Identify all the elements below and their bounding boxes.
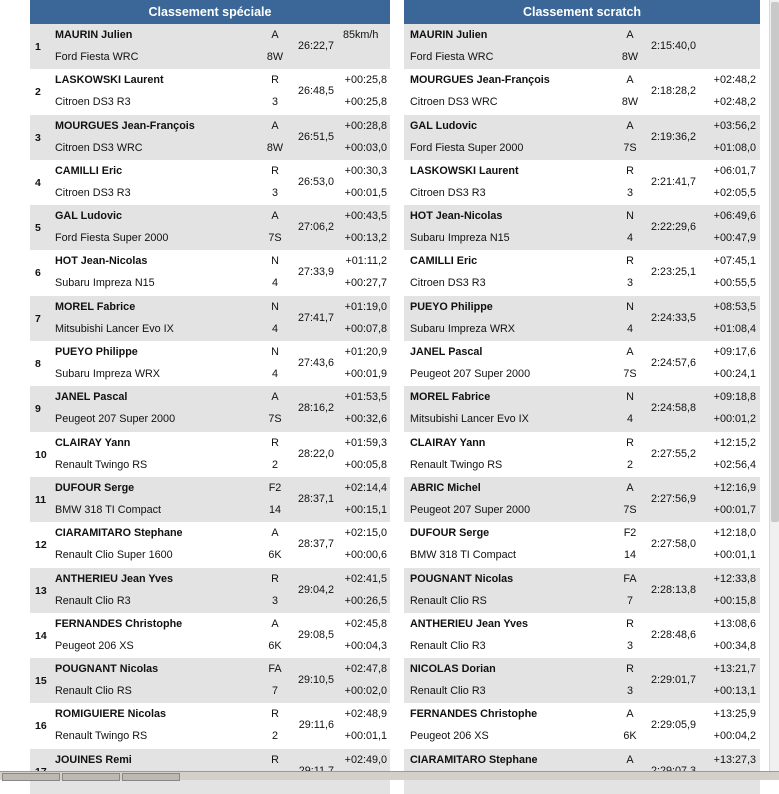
gap-to-previous: +00:07,8 (344, 322, 387, 335)
stage-time: 29:10,5 (297, 674, 334, 687)
driver-name: CAMILLI Eric (55, 164, 123, 177)
stage-time: 2:24:33,5 (650, 311, 696, 324)
gap-to-leader: +12:15,2 (713, 436, 756, 449)
car-group: A (626, 481, 634, 494)
result-row (404, 613, 760, 658)
gap-to-leader: +02:48,2 (713, 74, 756, 87)
car-group: A (626, 708, 634, 721)
driver-name: JOUINES Remi (55, 753, 132, 766)
car-model: Ford Fiesta WRC (55, 51, 139, 63)
gap-to-previous: +00:05,8 (344, 458, 387, 471)
stage-time: 2:15:40,0 (650, 40, 696, 52)
result-row (30, 24, 390, 69)
stage-time: 27:41,7 (297, 311, 334, 324)
gap-to-leader: +00:43,5 (344, 210, 387, 223)
result-row (30, 658, 390, 703)
car-group: A (271, 391, 279, 404)
position-number: 6 (35, 267, 41, 280)
car-class: 4 (626, 322, 633, 335)
gap-to-leader: +09:17,6 (713, 346, 756, 359)
overall-standings-rows (404, 24, 760, 794)
car-model: Subaru Impreza N15 (410, 232, 510, 245)
car-group: R (626, 255, 634, 268)
gap-to-previous: +00:34,8 (713, 639, 756, 652)
driver-name: FERNANDES Christophe (410, 708, 538, 721)
car-group: R (271, 436, 279, 449)
car-model: BMW 318 TI Compact (410, 549, 517, 562)
average-speed: 85km/h (343, 29, 379, 41)
car-class: 2 (271, 730, 278, 743)
car-model: Renault Twingo RS (410, 458, 503, 471)
overall-standings-panel (404, 0, 760, 794)
position-number: 4 (35, 176, 41, 189)
stage-time: 26:51,5 (297, 130, 334, 143)
position-number: 12 (35, 539, 47, 552)
car-class: 3 (271, 96, 278, 109)
result-row (30, 69, 390, 114)
car-class: 8W (266, 141, 284, 154)
car-group: A (626, 74, 634, 87)
gap-to-previous: +00:01,9 (344, 368, 387, 381)
result-row (30, 568, 390, 613)
car-group: A (626, 753, 634, 766)
scrollbar-thumb[interactable] (771, 2, 779, 522)
stage-time: 2:21:41,7 (650, 175, 696, 188)
stage-time: 2:24:57,6 (650, 357, 696, 370)
driver-name: HOT Jean-Nicolas (410, 210, 503, 223)
gap-to-leader: +06:01,7 (713, 164, 756, 177)
gap-to-previous: +00:32,6 (344, 413, 387, 426)
gap-to-previous: +00:15,8 (713, 594, 756, 607)
car-group: N (271, 300, 279, 313)
car-model: Peugeot 207 Super 2000 (410, 368, 531, 381)
car-model: Mitsubishi Lancer Evo IX (55, 322, 174, 335)
taskbar-button[interactable] (122, 773, 180, 781)
gap-to-previous: +02:56,4 (713, 458, 756, 471)
result-row (404, 432, 760, 477)
car-model: Renault Clio RS (410, 594, 487, 607)
stage-time: 2:29:05,9 (650, 719, 696, 732)
car-group: A (271, 29, 279, 41)
gap-to-leader: +13:21,7 (713, 663, 756, 676)
car-group: R (271, 753, 279, 766)
stage-time: 26:53,0 (297, 175, 334, 188)
result-row (404, 24, 760, 69)
result-row (30, 477, 390, 522)
stage-time: 27:06,2 (297, 221, 334, 234)
car-class: 14 (268, 503, 281, 516)
gap-to-previous: +00:04,2 (713, 730, 756, 743)
car-group: A (271, 527, 279, 540)
stage-time: 27:33,9 (297, 266, 334, 279)
car-class: 2 (626, 458, 633, 471)
car-model: Renault Twingo RS (55, 730, 148, 743)
car-class: 4 (271, 277, 278, 290)
car-class: 4 (271, 368, 278, 381)
stage-time: 29:11,6 (298, 719, 334, 732)
driver-name: ROMIGUIERE Nicolas (55, 708, 166, 721)
stage-time: 2:18:28,2 (650, 85, 696, 98)
special-stage-rows (30, 24, 390, 794)
car-class: 3 (626, 186, 633, 199)
gap-to-previous: +00:27,7 (344, 277, 387, 290)
car-model: Subaru Impreza WRX (410, 322, 516, 335)
driver-name: POUGNANT Nicolas (410, 572, 514, 585)
stage-time: 29:04,2 (297, 583, 334, 596)
driver-name: DUFOUR Serge (55, 481, 135, 494)
result-row (404, 341, 760, 386)
gap-to-leader: +01:11,2 (345, 255, 387, 268)
car-model: Ford Fiesta WRC (410, 51, 494, 63)
car-class: 3 (271, 594, 278, 607)
stage-time: 27:43,6 (297, 357, 334, 370)
car-model: Subaru Impreza N15 (55, 277, 155, 290)
driver-name: MAURIN Julien (410, 29, 488, 41)
gap-to-leader: +01:59,3 (344, 436, 387, 449)
gap-to-leader: +13:25,9 (713, 708, 756, 721)
car-group: FA (268, 663, 282, 676)
gap-to-leader: +02:15,0 (344, 527, 387, 540)
gap-to-leader: +02:47,8 (344, 663, 387, 676)
car-group: A (271, 210, 279, 223)
car-group: N (626, 210, 634, 223)
car-class: 7S (268, 413, 282, 426)
gap-to-previous: +00:01,2 (713, 413, 756, 426)
car-group: R (271, 708, 279, 721)
stage-time: 28:37,1 (297, 492, 334, 505)
car-class: 7S (623, 503, 637, 516)
stage-time: 2:22:29,6 (650, 221, 696, 234)
driver-name: GAL Ludovic (410, 119, 477, 132)
driver-name: HOT Jean-Nicolas (55, 255, 148, 268)
car-group: A (626, 119, 634, 132)
car-model: Ford Fiesta Super 2000 (410, 141, 524, 154)
gap-to-previous: +00:01,1 (713, 549, 756, 562)
gap-to-previous: +01:08,4 (713, 322, 756, 335)
result-row (404, 568, 760, 613)
stage-time: 2:28:13,8 (650, 583, 696, 596)
car-model: Citroen DS3 WRC (55, 141, 143, 154)
driver-name: PUEYO Philippe (410, 300, 493, 313)
gap-to-previous: +00:01,5 (344, 186, 387, 199)
result-row (404, 658, 760, 703)
gap-to-previous: +00:15,1 (344, 503, 387, 516)
position-number: 8 (35, 358, 41, 371)
car-model: Renault Clio Super 1600 (55, 549, 173, 562)
result-row (404, 296, 760, 341)
gap-to-leader: +02:49,0 (344, 753, 387, 766)
overall-standings-title: Classement scratch (404, 0, 760, 24)
car-model: Citroen DS3 R3 (55, 186, 131, 199)
car-model: Subaru Impreza WRX (55, 368, 161, 381)
car-class: 6K (268, 549, 282, 562)
car-class: 7S (623, 141, 637, 154)
position-number: 14 (35, 629, 47, 642)
result-row (404, 115, 760, 160)
driver-name: GAL Ludovic (55, 210, 122, 223)
car-group: R (626, 164, 634, 177)
gap-to-leader: +01:20,9 (344, 346, 387, 359)
gap-to-previous: +00:25,8 (344, 96, 387, 109)
position-number: 16 (35, 720, 47, 733)
car-group: R (271, 572, 279, 585)
taskbar-button[interactable] (62, 773, 120, 781)
gap-to-leader: +02:41,5 (344, 572, 387, 585)
car-group: F2 (268, 481, 282, 494)
gap-to-previous: +00:24,1 (713, 368, 756, 381)
gap-to-leader: +13:08,6 (713, 617, 756, 630)
driver-name: ANTHERIEU Jean Yves (410, 617, 529, 630)
car-group: A (271, 617, 279, 630)
driver-name: CLAIRAY Yann (410, 436, 486, 449)
driver-name: PUEYO Philippe (55, 346, 138, 359)
taskbar-start-button[interactable] (2, 773, 60, 781)
result-row (30, 205, 390, 250)
car-class: 4 (626, 413, 633, 426)
gap-to-previous: +00:47,9 (713, 232, 756, 245)
gap-to-previous: +00:03,0 (344, 141, 387, 154)
gap-to-previous: +00:13,2 (344, 232, 387, 245)
car-model: Renault Clio RS (55, 685, 132, 698)
position-number: 13 (35, 584, 47, 597)
car-group: R (626, 436, 634, 449)
car-class: 3 (626, 277, 633, 290)
car-class: 6K (268, 639, 282, 652)
car-model: BMW 318 TI Compact (55, 503, 162, 516)
car-model: Renault Clio R3 (410, 685, 486, 698)
gap-to-leader: +07:45,1 (713, 255, 756, 268)
stage-time: 2:27:58,0 (650, 538, 696, 551)
car-group: N (626, 300, 634, 313)
driver-name: CLAIRAY Yann (55, 436, 131, 449)
result-row (404, 250, 760, 295)
car-class: 8W (266, 51, 284, 63)
car-model: Citroen DS3 R3 (410, 186, 486, 199)
gap-to-leader: +00:28,8 (344, 119, 387, 132)
car-class: 4 (271, 322, 278, 335)
position-number: 3 (35, 131, 41, 144)
car-model: Peugeot 207 Super 2000 (410, 503, 531, 516)
result-row (404, 160, 760, 205)
stage-time: 28:37,7 (297, 538, 334, 551)
position-number: 7 (35, 312, 41, 325)
car-class: 3 (626, 685, 633, 698)
car-class: 7S (623, 368, 637, 381)
driver-name: ABRIC Michel (410, 481, 481, 494)
result-row (404, 522, 760, 567)
gap-to-leader: +08:53,5 (713, 300, 756, 313)
position-number: 9 (35, 403, 41, 416)
car-group: A (271, 119, 279, 132)
gap-to-previous: +00:02,0 (344, 685, 387, 698)
gap-to-previous: +00:04,3 (344, 639, 387, 652)
gap-to-previous: +00:01,7 (713, 503, 756, 516)
car-model: Citroen DS3 R3 (410, 277, 486, 290)
car-group: R (626, 663, 634, 676)
gap-to-leader: +09:18,8 (713, 391, 756, 404)
stage-time: 2:19:36,2 (650, 130, 696, 143)
position-number: 5 (35, 222, 41, 235)
result-row (404, 703, 760, 748)
car-class: 7 (626, 594, 633, 607)
car-group: R (271, 164, 279, 177)
special-stage-title: Classement spéciale (30, 0, 390, 24)
car-model: Peugeot 206 XS (55, 639, 134, 652)
position-number: 2 (35, 86, 41, 99)
stage-time: 29:08,5 (297, 628, 334, 641)
driver-name: ANTHERIEU Jean Yves (55, 572, 174, 585)
driver-name: MAURIN Julien (55, 29, 133, 41)
result-row (30, 522, 390, 567)
driver-name: CIARAMITARO Stephane (55, 527, 183, 540)
gap-to-leader: +02:48,9 (344, 708, 387, 721)
result-row (30, 296, 390, 341)
gap-to-previous: +00:01,1 (344, 730, 387, 743)
car-class: 7 (271, 685, 278, 698)
car-class: 4 (626, 232, 633, 245)
car-class: 7S (268, 232, 282, 245)
car-model: Mitsubishi Lancer Evo IX (410, 413, 529, 426)
car-model: Renault Clio R3 (410, 639, 486, 652)
gap-to-leader: +01:53,5 (344, 391, 387, 404)
gap-to-leader: +00:25,8 (344, 74, 387, 87)
result-row (404, 205, 760, 250)
driver-name: DUFOUR Serge (410, 527, 490, 540)
result-row (404, 386, 760, 431)
car-group: R (626, 617, 634, 630)
stage-time: 2:24:58,8 (650, 402, 696, 415)
result-row (30, 341, 390, 386)
position-number: 1 (35, 41, 41, 53)
driver-name: POUGNANT Nicolas (55, 663, 159, 676)
result-row (30, 115, 390, 160)
gap-to-leader: +03:56,2 (713, 119, 756, 132)
gap-to-previous: +02:48,2 (713, 96, 756, 109)
car-class: 3 (626, 639, 633, 652)
result-row (404, 69, 760, 114)
car-model: Renault Twingo RS (55, 458, 148, 471)
car-group: N (271, 346, 279, 359)
driver-name: LASKOWSKI Laurent (55, 74, 164, 87)
car-model: Peugeot 207 Super 2000 (55, 413, 176, 426)
gap-to-leader: +02:45,8 (344, 617, 387, 630)
stage-time: 2:29:01,7 (650, 674, 696, 687)
car-group: R (271, 74, 279, 87)
position-number: 10 (35, 448, 47, 461)
stage-time: 26:22,7 (297, 40, 334, 52)
car-class: 3 (271, 186, 278, 199)
gap-to-leader: +12:16,9 (713, 481, 756, 494)
car-group: A (626, 346, 634, 359)
gap-to-previous: +01:08,0 (713, 141, 756, 154)
result-row (30, 160, 390, 205)
driver-name: JANEL Pascal (55, 391, 128, 404)
stage-time: 26:48,5 (297, 85, 334, 98)
gap-to-previous: +00:55,5 (713, 277, 756, 290)
driver-name: MOURGUES Jean-François (55, 119, 195, 132)
driver-name: NICOLAS Dorian (410, 663, 496, 676)
position-number: 15 (35, 675, 47, 688)
gap-to-previous: +02:05,5 (713, 186, 756, 199)
stage-time: 28:22,0 (297, 447, 334, 460)
car-class: 14 (623, 549, 636, 562)
driver-name: JANEL Pascal (410, 346, 483, 359)
stage-time: 2:28:48,6 (650, 628, 696, 641)
car-model: Peugeot 206 XS (410, 730, 489, 743)
driver-name: LASKOWSKI Laurent (410, 164, 519, 177)
gap-to-previous: +00:26,5 (344, 594, 387, 607)
gap-to-leader: +00:30,3 (344, 164, 387, 177)
car-model: Renault Clio R3 (55, 594, 131, 607)
stage-time: 2:23:25,1 (650, 266, 696, 279)
gap-to-leader: +12:18,0 (713, 527, 756, 540)
car-class: 2 (271, 458, 278, 471)
driver-name: MOURGUES Jean-François (410, 74, 550, 87)
driver-name: MOREL Fabrice (55, 300, 136, 313)
car-group: N (626, 391, 634, 404)
gap-to-previous: +00:00,6 (344, 549, 387, 562)
position-number: 11 (35, 493, 47, 506)
car-class: 6K (623, 730, 637, 743)
stage-time: 2:27:55,2 (650, 447, 696, 460)
result-row (30, 703, 390, 748)
car-group: F2 (623, 527, 637, 540)
driver-name: MOREL Fabrice (410, 391, 491, 404)
car-model: Citroen DS3 R3 (55, 96, 131, 109)
driver-name: CIARAMITARO Stephane (410, 753, 538, 766)
car-class: 8W (621, 51, 639, 63)
car-group: N (271, 255, 279, 268)
car-class: 8W (621, 96, 639, 109)
car-group: A (626, 29, 634, 41)
gap-to-leader: +13:27,3 (713, 753, 756, 766)
gap-to-leader: +01:19,0 (344, 300, 387, 313)
result-row (30, 613, 390, 658)
gap-to-leader: +02:14,4 (344, 481, 387, 494)
vertical-scrollbar[interactable] (769, 0, 779, 779)
car-model: Ford Fiesta Super 2000 (55, 232, 169, 245)
special-stage-panel (30, 0, 390, 794)
gap-to-previous: +00:13,1 (713, 685, 756, 698)
gap-to-leader: +12:33,8 (713, 572, 756, 585)
car-group: FA (623, 572, 637, 585)
result-row (404, 477, 760, 522)
driver-name: FERNANDES Christophe (55, 617, 183, 630)
stage-time: 2:27:56,9 (650, 492, 696, 505)
driver-name: CAMILLI Eric (410, 255, 478, 268)
stage-time: 28:16,2 (297, 402, 334, 415)
result-row (30, 432, 390, 477)
car-model: Citroen DS3 WRC (410, 96, 498, 109)
gap-to-leader: +06:49,6 (713, 210, 756, 223)
result-row (30, 250, 390, 295)
result-row (30, 386, 390, 431)
